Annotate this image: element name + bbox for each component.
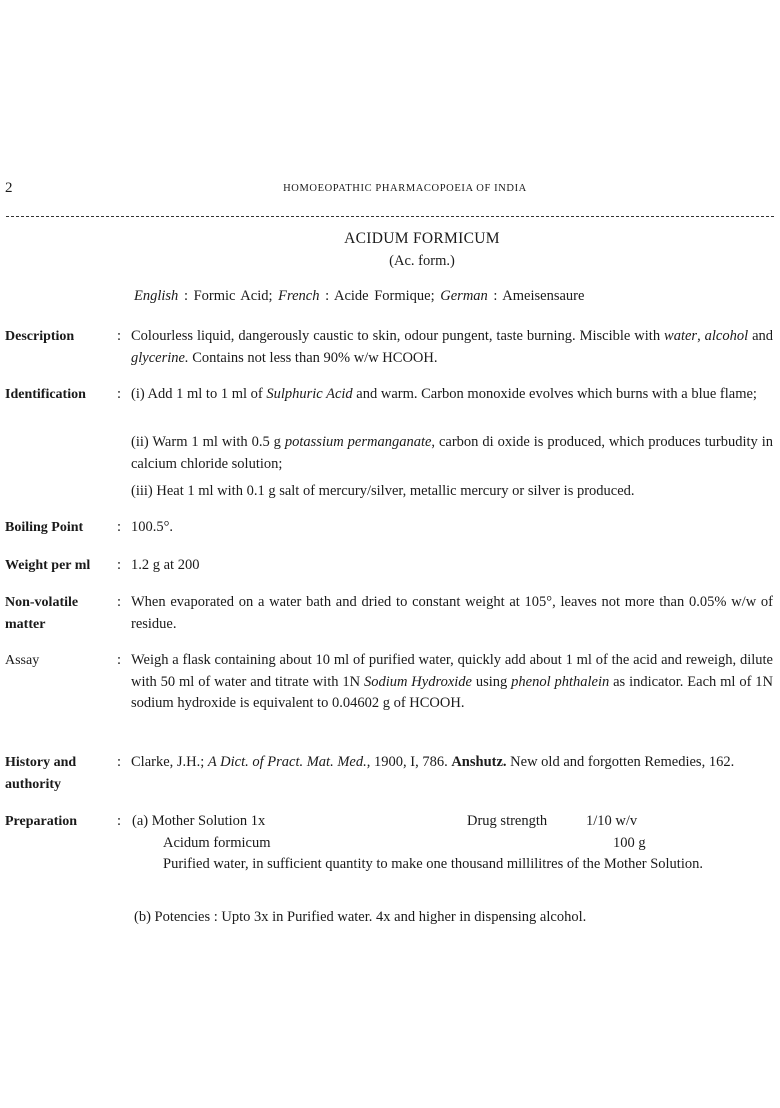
ingredient-quantity: 100 g [613,835,646,851]
common-names [134,288,584,305]
identification-test-3 [131,481,773,503]
text-segment: 100.5°. [131,519,174,535]
text-segment: , 1900, I, 786. [366,754,452,770]
text-segment: and warm. Carbon monoxide evolves which burns with a blue flame; [352,386,757,402]
text-segment: : Formic Acid; [178,288,279,304]
potencies-text: (b) Potencies : Upto 3x in Purified water. 4x and higher in dispensing alcohol. [134,909,587,925]
italic-text: phenol phthalein [511,673,610,690]
italic-text: English [134,288,179,304]
text-segment: : Ameisensaure [487,288,585,304]
text-segment: Contains not less than 90% w/w HCOOH. [188,349,438,366]
text-segment: (iii) Heat 1 ml with 0.1 g salt of mercury/silver, metallic mercury or silver is produced. [131,483,635,499]
assay-text [131,650,773,715]
italic-text: water [664,328,698,344]
label-non-volatile-matter: Non-volatile matter [5,595,79,632]
bold-text: Anshutz. [451,754,507,770]
non-volatile-text [131,592,773,635]
colon: : [117,594,122,610]
vehicle-text: Purified water, in sufficient quantity to make one thousand millilitres of the Mother Solution. [163,856,703,872]
text-segment: New old and forgotten Remedies, 162. [506,754,735,770]
mother-solution-label: (a) Mother Solution 1x [132,813,266,829]
italic-text: Sulphuric Acid [266,386,353,402]
running-title: HOMOEOPATHIC PHARMACOPOEIA OF INDIA [283,183,527,194]
weight-per-ml-value [131,555,773,577]
text-segment: , carbon di oxide is produced, which produces turbudity in calcium chloride solution; [131,434,773,472]
text-segment: and [748,328,774,344]
text-segment: (i) Add 1 ml to 1 ml of [131,386,267,402]
colon: : [117,328,122,344]
text-segment: (ii) Warm 1 ml with 0.5 g [131,434,285,450]
text-segment: Weigh a flask containing about 10 ml of purified water, quickly add about 1 ml of the acid and reweigh, dilute with 50 ml of water and titrate with 1N [131,652,773,690]
label-assay: Assay [5,653,40,668]
italic-text: A Dict. of Pract. Mat. Med. [207,754,367,770]
colon: : [117,519,122,535]
italic-text: French [278,288,320,304]
colon: : [117,557,122,573]
text-segment: : Acide Formique; [319,288,441,304]
italic-text: Sodium Hydroxide [363,673,472,690]
ingredient-name: Acidum formicum [163,835,271,851]
colon: : [117,652,122,668]
label-preparation: Preparation [5,814,78,829]
identification-test-2 [131,432,773,475]
label-identification: Identification [5,387,86,402]
identification-test-1 [131,384,773,406]
text-segment: 1.2 g at 200 [131,557,200,573]
header-rule [6,216,774,217]
monograph-abbreviation: (Ac. form.) [389,253,455,269]
colon: : [117,813,122,829]
text-segment: Clarke, J.H.; [131,754,208,770]
colon: : [117,754,122,770]
description-text [131,326,773,369]
text-segment: using [471,673,512,690]
history-text [131,752,773,774]
monograph-title: ACIDUM FORMICUM [344,230,500,247]
text-segment: When evaporated on a water bath and dried to constant weight at 105°, leaves not more than 0.05% w/w of residue. [131,594,773,632]
label-boiling-point: Boiling Point [5,520,84,535]
italic-text: glycerine. [131,349,189,366]
text-segment: Colourless liquid, dangerously caustic to skin, odour pungent, taste burning. Miscible with [131,328,665,344]
drug-strength-value: 1/10 w/v [586,813,638,829]
label-history-authority: History and authority [5,755,77,792]
label-weight-per-ml: Weight per ml [5,558,91,573]
italic-text: potassium permanganate [284,434,432,450]
boiling-point-value [131,517,773,539]
label-description: Description [5,329,75,344]
text-segment: , [697,328,705,344]
italic-text: German [440,288,488,304]
page-number: 2 [5,180,13,196]
colon: : [117,386,122,402]
italic-text: alcohol [704,328,749,344]
drug-strength-label: Drug strength [467,813,548,829]
text-segment: as indicator. Each ml of 1N sodium hydroxide is equivalent to 0.04602 g of HCOOH. [131,673,773,711]
